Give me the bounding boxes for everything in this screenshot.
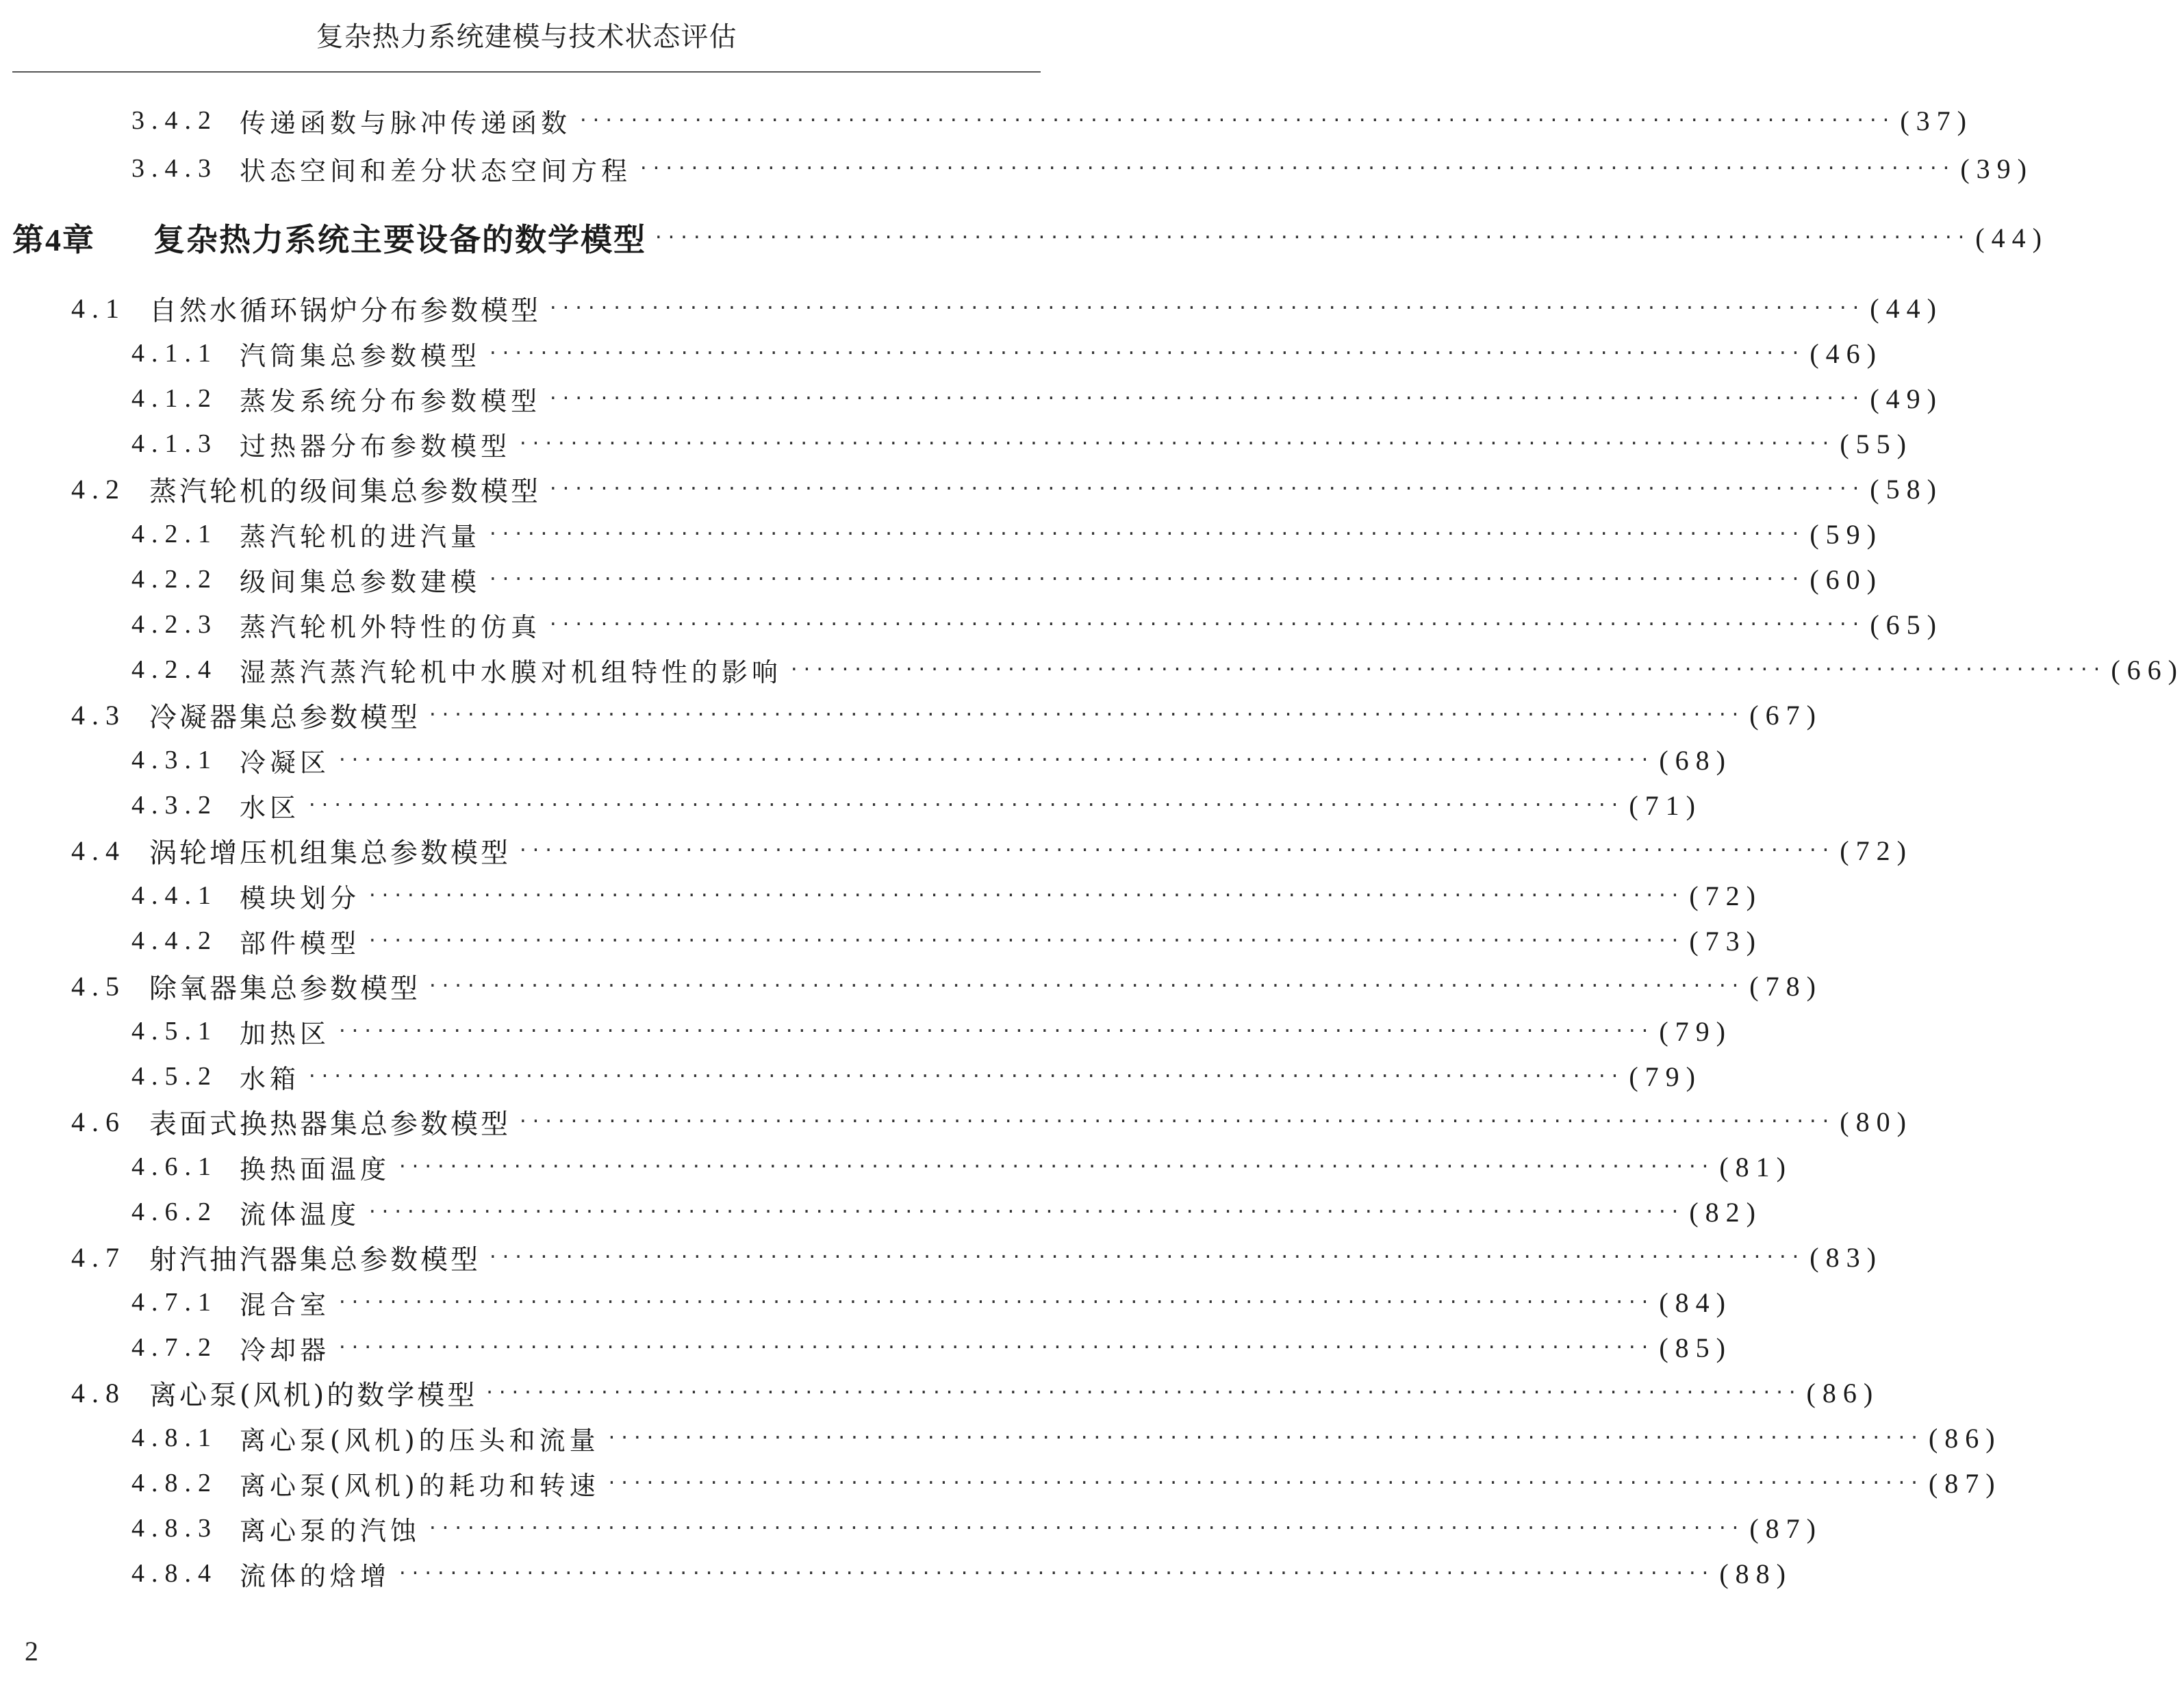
- toc-dot-leader: ·······································································································: [548, 479, 1864, 499]
- toc-dot-leader: ·······································································································: [653, 227, 1969, 248]
- toc-entry-page: (46): [1810, 338, 1883, 369]
- toc-entry-number: 4.8.2: [131, 1469, 218, 1497]
- toc-entry-title: 除氧器集总参数模型: [149, 972, 420, 1004]
- toc-entry-page: (72): [1689, 880, 1762, 911]
- toc-entry-number: 4.8.1: [131, 1423, 218, 1452]
- toc-section-entry[interactable]: [71, 1237, 1883, 1278]
- toc-entry-number: 4.6.2: [131, 1198, 218, 1226]
- toc-dot-leader: ·······································································································: [367, 931, 1683, 951]
- toc-subsection-entry[interactable]: [131, 1191, 1762, 1232]
- toc-entry-page: (85): [1659, 1332, 1732, 1363]
- toc-entry-title: 模块划分: [240, 883, 361, 913]
- toc-entry-page: (44): [1975, 222, 2048, 253]
- toc-entry-number: 4.2.1: [131, 520, 218, 548]
- toc-entry-title: 蒸发系统分布参数模型: [240, 385, 542, 416]
- toc-section-entry[interactable]: [71, 1372, 1880, 1413]
- toc-entry-page: (49): [1870, 383, 1943, 414]
- toc-entry-number: 4.5: [71, 970, 126, 1002]
- toc-entry-title: 复杂热力系统主要设备的数学模型: [153, 221, 646, 258]
- toc-dot-leader: ·······································································································: [789, 659, 2105, 680]
- toc-entry-number: 4.7.2: [131, 1333, 218, 1362]
- toc-subsection-entry[interactable]: [131, 1056, 1702, 1097]
- toc-entry-page: (84): [1659, 1287, 1732, 1318]
- toc-chapter-entry[interactable]: [12, 214, 2048, 262]
- toc-entry-number: 4.4.1: [131, 881, 218, 910]
- toc-dot-leader: ·······································································································: [487, 1247, 1803, 1267]
- toc-entry-number: 第4章: [12, 223, 95, 257]
- toc-entry-number: 4.2.2: [131, 565, 218, 594]
- page-number: 2: [25, 1636, 38, 1667]
- toc-entry-page: (37): [1900, 105, 1973, 136]
- toc-entry-number: 4.1.2: [131, 384, 218, 413]
- toc-entry-number: 4.5.1: [131, 1017, 218, 1046]
- toc-dot-leader: ·······································································································: [548, 614, 1864, 635]
- toc-dot-leader: ·······································································································: [427, 1518, 1743, 1539]
- toc-section-entry[interactable]: [71, 468, 1943, 509]
- toc-entry-page: (66): [2111, 654, 2184, 685]
- toc-entry-page: (82): [1689, 1196, 1762, 1228]
- toc-dot-leader: ·······································································································: [337, 750, 1653, 770]
- toc-entry-number: 4.8: [71, 1377, 126, 1408]
- toc-entry-number: 4.8.4: [131, 1559, 218, 1588]
- toc-entry-title: 自然水循环锅炉分布参数模型: [149, 294, 541, 327]
- toc-entry-page: (86): [1928, 1422, 2002, 1454]
- toc-section-entry[interactable]: [71, 694, 1823, 735]
- toc-dot-leader: ·······································································································: [606, 1428, 1922, 1448]
- toc-entry-title: 离心泵(风机)的数学模型: [149, 1379, 478, 1411]
- toc-section-entry[interactable]: [71, 288, 1943, 329]
- toc-entry-title: 蒸汽轮机的进汽量: [240, 521, 481, 552]
- toc-subsection-entry[interactable]: [131, 1417, 2002, 1458]
- toc-dot-leader: ·······································································································: [307, 795, 1623, 815]
- toc-entry-number: 4.7.1: [131, 1288, 218, 1317]
- toc-entry-page: (58): [1870, 473, 1943, 505]
- toc-subsection-entry[interactable]: [131, 100, 1973, 141]
- toc-entry-title: 过热器分布参数模型: [240, 431, 511, 461]
- toc-entry-number: 4.1.1: [131, 339, 218, 368]
- toc-entry-title: 冷却器: [240, 1334, 331, 1365]
- toc-entry-number: 3.4.3: [131, 154, 218, 183]
- toc-dot-leader: ·······································································································: [548, 388, 1864, 409]
- toc-entry-page: (88): [1719, 1558, 1792, 1589]
- toc-dot-leader: ·······································································································: [397, 1156, 1713, 1177]
- toc-dot-leader: ·······································································································: [337, 1021, 1653, 1041]
- toc-entry-number: 4.6: [71, 1106, 126, 1137]
- toc-dot-leader: ·······································································································: [518, 840, 1833, 861]
- toc-dot-leader: ·······································································································: [638, 158, 1954, 179]
- toc-entry-title: 流体温度: [240, 1199, 361, 1230]
- toc-entry-page: (60): [1810, 564, 1883, 595]
- toc-entry-title: 离心泵(风机)的耗功和转速: [240, 1470, 600, 1501]
- toc-entry-number: 4.8.3: [131, 1514, 218, 1543]
- toc-entry-number: 4.3.1: [131, 746, 218, 774]
- toc-dot-leader: ·······································································································: [427, 976, 1743, 996]
- toc-entry-title: 级间集总参数建模: [240, 566, 481, 597]
- toc-subsection-entry[interactable]: [131, 1553, 1792, 1594]
- toc-entry-number: 3.4.2: [131, 106, 218, 135]
- toc-entry-title: 换热面温度: [240, 1154, 391, 1185]
- toc-dot-leader: ·······································································································: [337, 1337, 1653, 1358]
- toc-entry-number: 4.1.3: [131, 429, 218, 458]
- toc-dot-leader: ·······································································································: [606, 1473, 1922, 1493]
- toc-entry-number: 4.5.2: [131, 1062, 218, 1091]
- toc-entry-title: 离心泵的汽蚀: [240, 1515, 421, 1546]
- toc-section-entry[interactable]: [71, 965, 1823, 1007]
- toc-entry-page: (65): [1870, 609, 1943, 640]
- toc-subsection-entry[interactable]: [131, 1508, 1823, 1549]
- toc-entry-title: 传递函数与脉冲传递函数: [240, 107, 572, 138]
- toc-entry-page: (44): [1870, 292, 1943, 324]
- toc-subsection-entry[interactable]: [131, 1011, 1732, 1052]
- toc-entry-title: 流体的焓增: [240, 1560, 391, 1591]
- toc-subsection-entry[interactable]: [131, 785, 1702, 826]
- toc-subsection-entry[interactable]: [131, 604, 1943, 645]
- toc-entry-page: (55): [1840, 428, 1913, 459]
- toc-entry-title: 混合室: [240, 1289, 331, 1320]
- toc-dot-leader: ·······································································································: [397, 1563, 1713, 1584]
- toc-entry-number: 4.4.2: [131, 926, 218, 955]
- toc-entry-title: 水区: [240, 792, 301, 823]
- toc-dot-leader: ·······································································································: [578, 110, 1894, 131]
- toc-entry-page: (68): [1659, 744, 1732, 776]
- toc-dot-leader: ·······································································································: [548, 298, 1864, 318]
- toc-dot-leader: ·······································································································: [367, 885, 1683, 906]
- toc-entry-page: (87): [1928, 1467, 2002, 1499]
- toc-dot-leader: ·······································································································: [518, 1111, 1833, 1132]
- toc-dot-leader: ·······································································································: [427, 705, 1743, 725]
- toc-entry-number: 4.3.2: [131, 791, 218, 820]
- toc-entry-title: 表面式换热器集总参数模型: [149, 1108, 511, 1140]
- toc-entry-title: 冷凝区: [240, 747, 331, 778]
- toc-entry-number: 4.7: [71, 1241, 126, 1273]
- toc-dot-leader: ·······································································································: [518, 433, 1833, 454]
- toc-entry-title: 涡轮增压机组集总参数模型: [149, 837, 511, 869]
- toc-entry-page: (86): [1806, 1377, 1880, 1408]
- toc-subsection-entry[interactable]: [131, 333, 1883, 374]
- toc-section-entry[interactable]: [71, 1101, 1913, 1142]
- toc-entry-title: 冷凝器集总参数模型: [149, 701, 420, 733]
- toc-entry-page: (83): [1810, 1241, 1883, 1273]
- toc-entry-page: (59): [1810, 518, 1883, 550]
- toc-entry-page: (87): [1749, 1513, 1823, 1544]
- toc-subsection-entry[interactable]: [131, 423, 1913, 464]
- toc-entry-page: (80): [1840, 1106, 1913, 1137]
- toc-entry-title: 汽筒集总参数模型: [240, 340, 481, 371]
- toc-entry-page: (79): [1629, 1061, 1702, 1092]
- toc-entry-number: 4.6.1: [131, 1152, 218, 1181]
- toc-subsection-entry[interactable]: [131, 148, 2033, 189]
- toc-subsection-entry[interactable]: [131, 378, 1943, 419]
- toc-dot-leader: ·······································································································: [487, 343, 1803, 364]
- toc-entry-number: 4.1: [71, 292, 126, 324]
- toc-subsection-entry[interactable]: [131, 1327, 1732, 1368]
- toc-dot-leader: ·······································································································: [484, 1382, 1800, 1403]
- toc-section-entry[interactable]: [71, 830, 1913, 871]
- toc-dot-leader: ·······································································································: [367, 1202, 1683, 1222]
- toc-subsection-entry[interactable]: [131, 649, 2184, 690]
- toc-entry-title: 射汽抽汽器集总参数模型: [149, 1243, 481, 1276]
- toc-subsection-entry[interactable]: [131, 559, 1883, 600]
- toc-subsection-entry[interactable]: [131, 1146, 1792, 1187]
- toc-entry-page: (39): [1960, 153, 2033, 184]
- toc-entry-title: 蒸汽轮机外特性的仿真: [240, 611, 542, 642]
- toc-entry-title: 部件模型: [240, 928, 361, 959]
- toc-entry-number: 4.4: [71, 835, 126, 866]
- toc-entry-title: 水箱: [240, 1063, 301, 1094]
- toc-entry-title: 蒸汽轮机的级间集总参数模型: [149, 475, 541, 507]
- toc-entry-title: 加热区: [240, 1018, 331, 1049]
- toc-subsection-entry[interactable]: [131, 875, 1762, 916]
- toc-entry-page: (71): [1629, 789, 1702, 821]
- toc-entry-number: 4.3: [71, 699, 126, 731]
- toc-entry-page: (73): [1689, 925, 1762, 957]
- toc-subsection-entry[interactable]: [131, 1282, 1732, 1323]
- toc-entry-title: 状态空间和差分状态空间方程: [240, 155, 632, 186]
- toc-subsection-entry[interactable]: [131, 920, 1762, 961]
- toc-entry-number: 4.2.3: [131, 610, 218, 639]
- toc-entry-number: 4.2.4: [131, 655, 218, 684]
- toc-dot-leader: ·······································································································: [337, 1292, 1653, 1313]
- running-header: 复杂热力系统建模与技术状态评估: [316, 21, 737, 53]
- toc-dot-leader: ·······································································································: [487, 569, 1803, 590]
- toc-entry-number: 4.2: [71, 473, 126, 505]
- toc-entry-title: 湿蒸汽蒸汽轮机中水膜对机组特性的影响: [240, 657, 783, 687]
- toc-entry-page: (72): [1840, 835, 1913, 866]
- toc-subsection-entry[interactable]: [131, 739, 1732, 781]
- toc-dot-leader: ·······································································································: [487, 524, 1803, 544]
- toc-subsection-entry[interactable]: [131, 1463, 2002, 1504]
- toc-entry-page: (81): [1719, 1151, 1792, 1182]
- toc-subsection-entry[interactable]: [131, 514, 1883, 555]
- toc-entry-page: (67): [1749, 699, 1823, 731]
- toc-dot-leader: ·······································································································: [307, 1066, 1623, 1087]
- toc-entry-page: (78): [1749, 970, 1823, 1002]
- toc-entry-title: 离心泵(风机)的压头和流量: [240, 1425, 600, 1456]
- toc-entry-page: (79): [1659, 1015, 1732, 1047]
